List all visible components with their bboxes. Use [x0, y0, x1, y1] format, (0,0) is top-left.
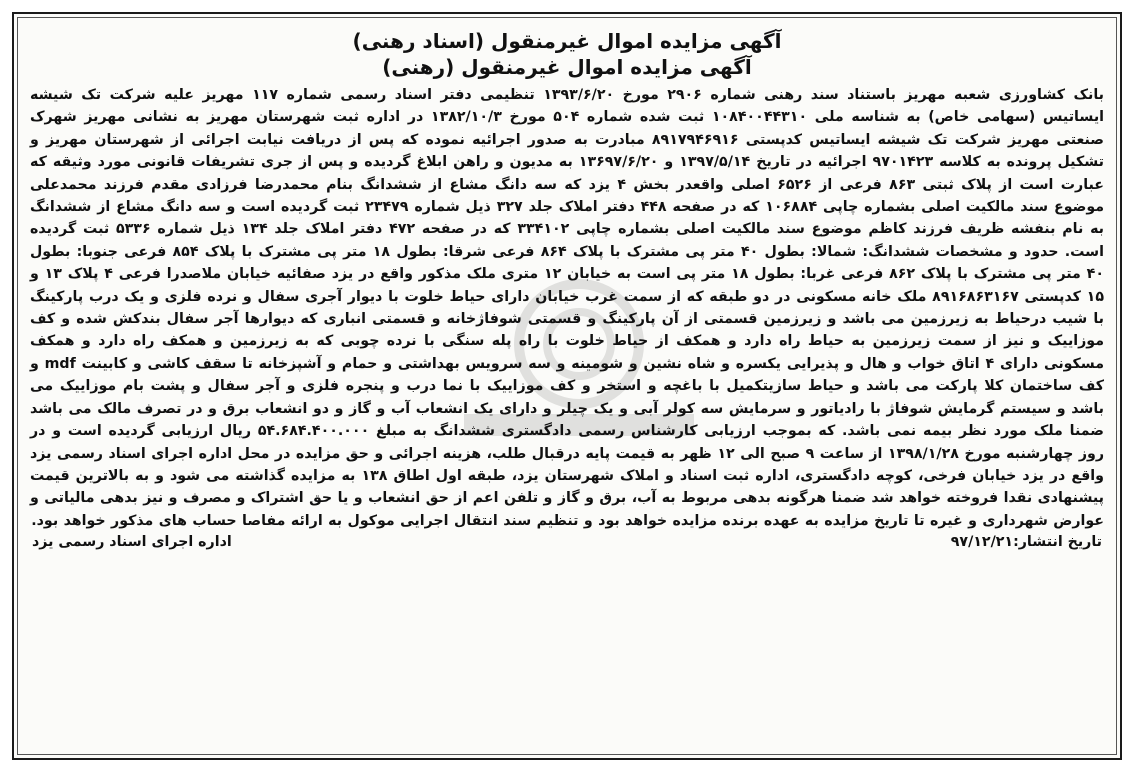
publish-date: تاریخ انتشار:۹۷/۱۲/۲۱: [950, 534, 1102, 551]
ad-frame: [12, 12, 1122, 760]
ad-footer: [30, 532, 1104, 552]
ad-content: [30, 28, 1104, 748]
ad-subtitle: آگهی مزایده اموال غیرمنقول (رهنی): [382, 55, 752, 79]
ad-title: آگهی مزایده اموال غیرمنقول (اسناد رهنی): [352, 29, 782, 53]
issuer-signature: اداره اجرای اسناد رسمی یزد: [32, 534, 232, 551]
ad-body: بانک کشاورزی شعبه مهریز باستناد سند رهنی شماره ۲۹۰۶ مورخ ۱۳۹۳/۶/۲۰ تنظیمی دفتر اسناد رسمی شماره ۱۱۷ مهریز علیه شرکت تک شیشه ایساتیس (سهامی خاص) به شناسه ملی ۱۰۸۴۰۰۴۴۳۱۰ ثبت شده شماره ۵۰۴ مورخ ۱۳۸۲/۱۰/۳ در اداره ثبت شهرستان مهریز به نشانی مهریز شهرک صنعتی مهریز شرکت تک شیشه ایساتیس کدپستی ۸۹۱۷۹۴۶۹۱۶ مبادرت به صدور اجرائیه نموده که پس از دریافت نیابت اجرائی از شهرستان مهریز و تشکیل پرونده به کلاسه ۹۷۰۱۴۲۳ اجرائیه در تاریخ ۱۳۹۷/۵/۱۴ و ۱۳۶۹۷/۶/۲۰ به مدیون و راهن ابلاغ گردیده و پس از جری تشریفات قانونی مورد وثیقه که عبارت است از پلاک ثبتی ۸۶۳ فرعی از ۶۵۲۶ اصلی واقعدر بخش ۴ یزد که سه دانگ مشاع از ششدانگ بنام محمدرضا فرزادی مقدم فرزند محمدعلی موضوع سند مالکیت اصلی بشماره چاپی ۱۰۶۸۸۴ که در صفحه ۴۴۸ دفتر املاک جلد ۳۲۷ ذیل شماره ۲۳۴۷۹ ثبت گردیده است و سه دانگ مشاع از ششدانگ به نام بنفشه ظریف فرزند کاظم موضوع سند مالکیت اصلی بشماره چاپی ۳۳۴۱۰۲ که در صفحه ۴۷۲ دفتر املاک جلد ۱۳۴ ذیل شماره ۵۳۳۶ ثبت گردیده است. حدود و مشخصات ششدانگ: شمالا: بطول ۴۰ متر پی مشترک با پلاک ۸۶۴ فرعی شرقا: بطول ۱۸ متر پی مشترک با پلاک ۸۵۴ فرعی جنوبا: بطول ۴۰ متر پی مشترک با پلاک ۸۶۲ فرعی غربا: بطول ۱۸ متر پی است به خیابان ۱۲ متری ملک مذکور واقع در یزد صفائیه خیابان ملاصدرا فرعی ۴ پلاک ۱۳ و ۱۵ کدپستی ۸۹۱۶۸۶۳۱۶۷ ملک خانه مسکونی در دو طبقه که از سمت غرب خیابان دارای حیاط خلوت با دیوار آجری سفال و نرده فلزی و یک درب پارکینگ با شیب درحیاط به زیرزمین می باشد و زیرزمین قسمتی از آن پارکینگ و قسمتی شوفاژخانه و قسمتی انباری که دیوارها آجر سفال بندکش شده و کف موزاییک و نیز از سمت زیرزمین به حیاط راه دارد و همکف از حیاط خلوت با راه پله سنگی با نرده چوبی که به زیرزمین و همکف راه دارد و همکف مسکونی دارای ۴ اتاق خواب و هال و پذیرایی یکسره و شاه نشین و شومینه و سه سرویس بهداشتی و حمام و آشپزخانه تا سقف کاشی و کابینت mdf و کف ساختمان کلا پارکت می باشد و حیاط سازیتکمیل با باغچه و استخر و کف موزاییک با نما درب و پنجره فلزی و آجر سفال و پشت بام موزاییک می باشد و سیستم گرمایش شوفاژ با رادیاتور و سرمایش سه کولر آبی و یک چیلر و دارای یک انشعاب آب و گاز و دو انشعاب برق و در تصرف مالک می باشد ضمنا ملک مورد نظر بیمه نمی باشد. که بموجب ارزیابی کارشناس رسمی دادگستری ششدانگ به مبلغ ۵۴.۶۸۴.۴۰۰.۰۰۰ ریال ارزیابی گردیده است و در روز چهارشنبه مورخ ۱۳۹۸/۱/۲۸ از ساعت ۹ صبح الی ۱۲ ظهر به قیمت پایه درقبال طلب، هزینه اجرائی و حق مزایده در محل اداره اجرای اسناد رسمی یزد واقع در یزد خیابان فرخی، کوچه دادگستری، اداره ثبت اسناد و املاک شهرستان یزد، طبقه اول اطاق ۱۳۸ به مزایده گذاشته می شود و به بالاترین قیمت پیشنهادی نقدا فروخته خواهد شد ضمنا هرگونه بدهی مربوط به آب، برق و گاز و تلفن اعم از حق انشعاب و یا حق اشتراک و مصرف و نیز بدهی مالیاتی و عوارض شهرداری و غیره تا تاریخ مزایده به عهده برنده مزایده خواهد بود و تنظیم سند انتقال اجرایی موکول به ارائه مفاصا حساب های مذکور خواهد بود.: [30, 87, 1105, 529]
